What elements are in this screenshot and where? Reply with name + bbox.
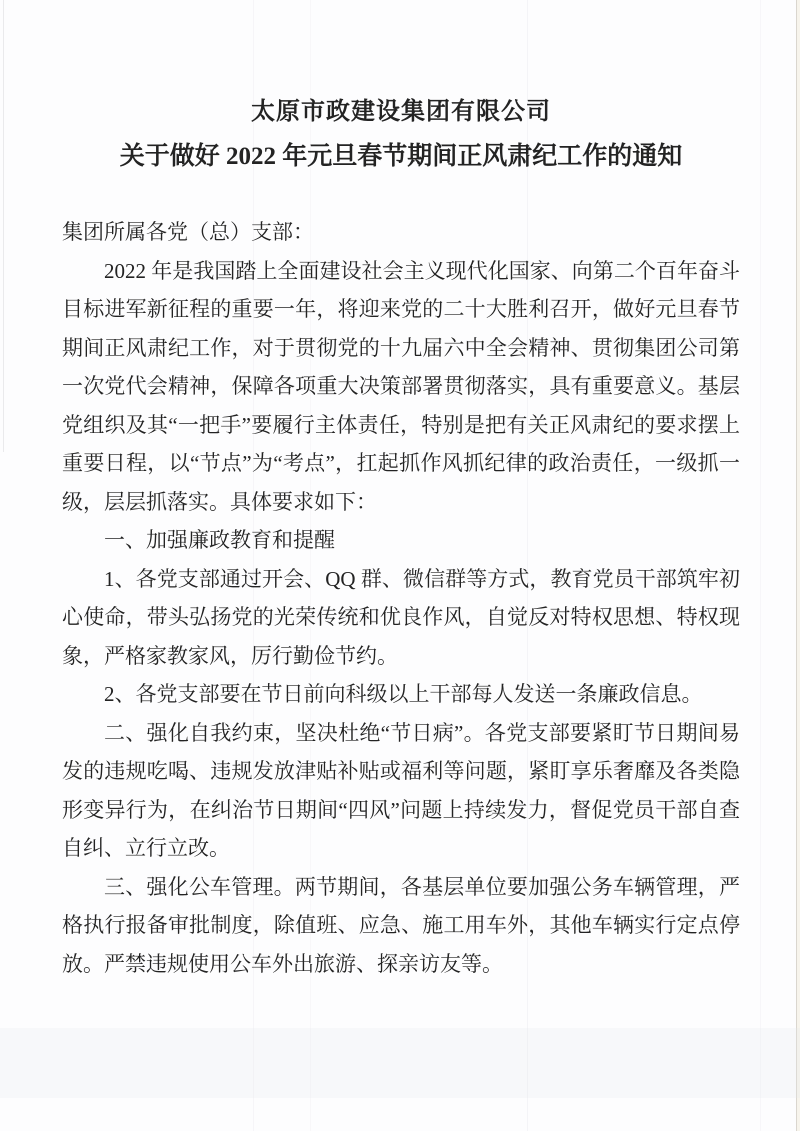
item-1-1: 1、各党支部通过开会、QQ 群、微信群等方式，教育党员干部筑牢初心使命，带头弘扬党的光荣传统和优良作风，自觉反对特权思想、特权现象，严格家教家风，厉行勤俭节约。 [62,566,740,668]
section-2: 二、强化自我约束，坚决杜绝“节日病”。各党支部要紧盯节日期间易发的违规吃喝、违规发放津贴补贴或福利等问题，紧盯享乐奢靡及各类隐形变异行为，在纠治节日期间“四风”问题上持续发力，督促党员干部自查自纠、立行立改。 [62,720,740,860]
section-3: 三、强化公车管理。两节期间，各基层单位要加强公务车辆管理，严格执行报备审批制度，除值班、应急、施工用车外，其他车辆实行定点停放。严禁违规使用公车外出旅游、探亲访友等。 [62,874,740,976]
scan-shading-band [0,1028,800,1098]
scan-paper-edge-line-left [3,0,4,452]
paragraph-intro: 2022 年是我国踏上全面建设社会主义现代化国家、向第二个百年奋斗目标进军新征程的重要一年，将迎来党的二十大胜利召开，做好元旦春节期间正风肃纪工作，对于贯彻党的十九届六中全会精神、贯彻集团公司第一次党代会精神，保障各项重大决策部署贯彻落实，具有重要意义。基层党组织及其“一把手”要履行主体责任，特别是把有关正风肃纪的要求摆上重要日程，以“节点”为“考点”，扛起抓作风抓纪律的政治责任，一级抓一级，层层抓落实。具体要求如下： [62,258,740,514]
document-subtitle: 关于做好 2022 年元旦春节期间正风肃纪工作的通知 [119,143,683,170]
scan-paper-edge-line [796,0,797,1131]
scanner-streak [760,0,761,1131]
salutation: 集团所属各党（总）支部： [62,220,314,244]
item-1-2: 2、各党支部要在节日前向科级以上干部每人发送一条廉政信息。 [104,682,703,706]
document-content [62,96,740,983]
section-heading-1: 一、加强廉政教育和提醒 [104,528,335,552]
document-title: 太原市政建设集团有限公司 [251,99,551,125]
